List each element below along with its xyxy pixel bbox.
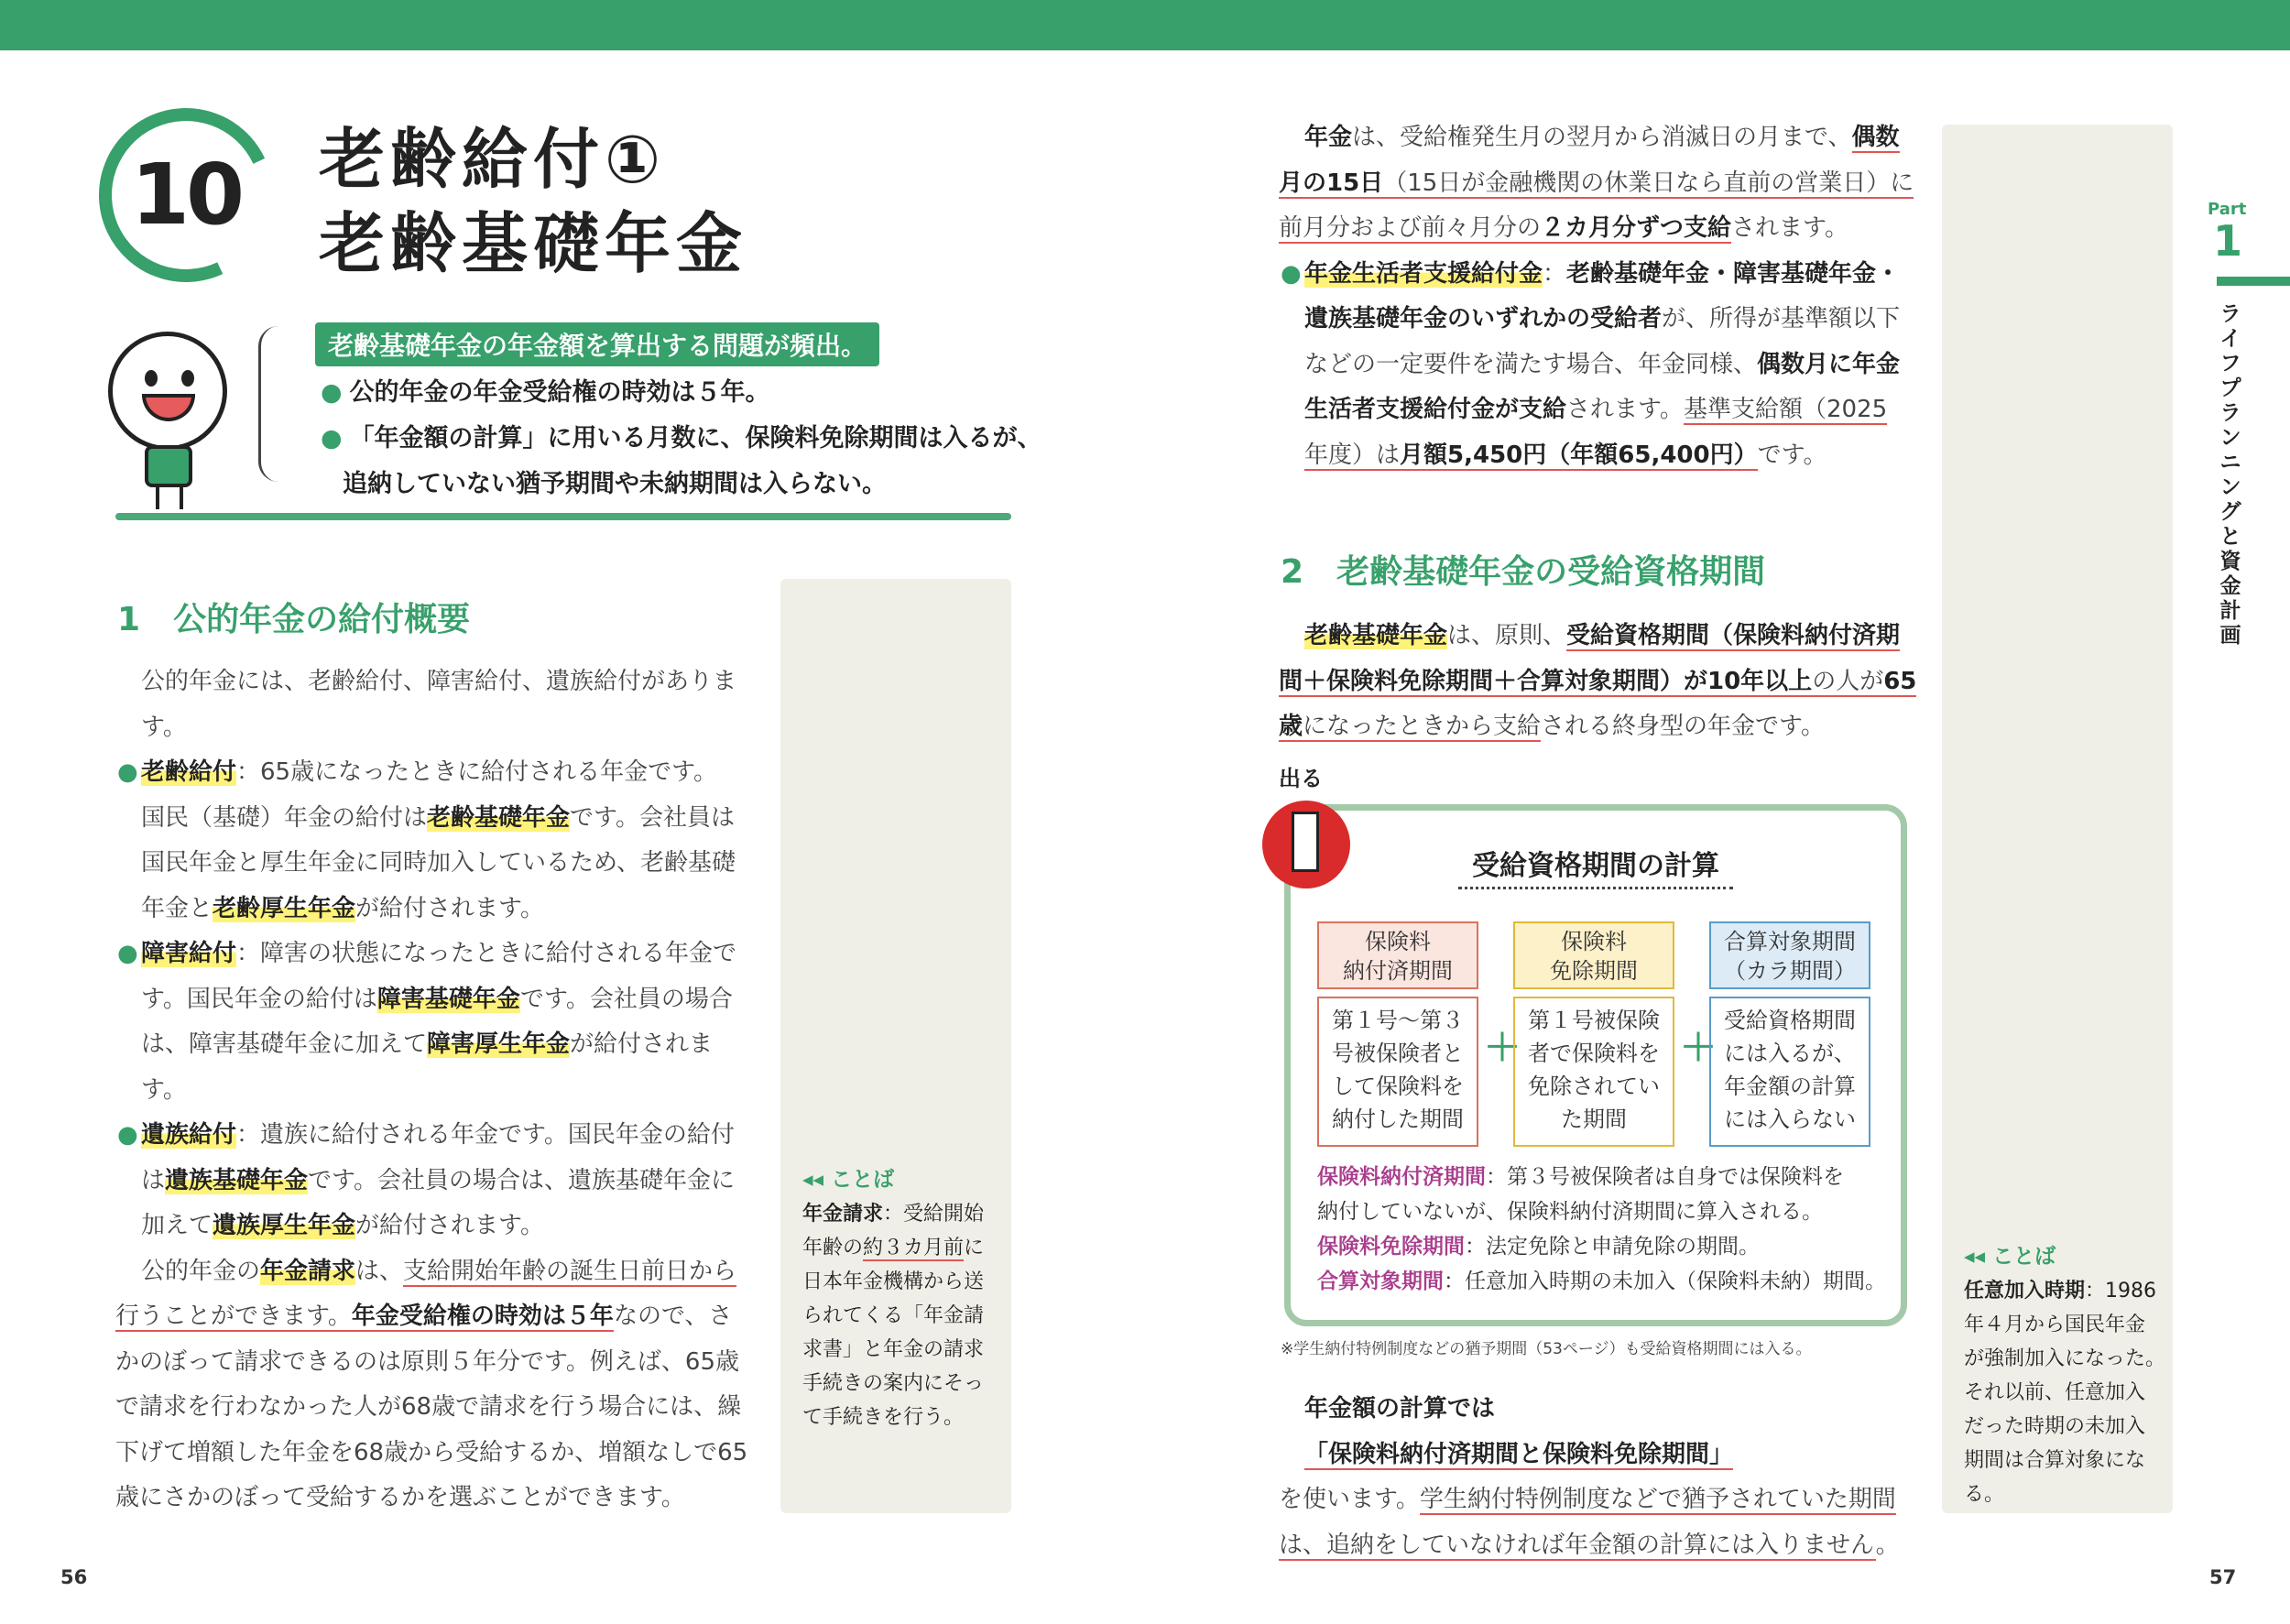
intro-tag: 老齢基礎年金の年金額を算出する問題が頻出。 — [315, 322, 879, 366]
kotoba-note-2: ◂◂ ことば 任意加入時期：1986 年４月から国民年金 が強制加入になった。 それ以前、任意加入 だった時期の未加入 期間は合算対象にな る。 — [1964, 1245, 2166, 1506]
mascot-body-icon — [145, 445, 192, 487]
section2-body: 老齢基礎年金は、原則、受給資格期間（保険料納付済期 間＋保険料免除期間＋合算対象期間）が10年以上の人が65 歳になったときから支給される終身型の年金です。 — [1279, 622, 1917, 740]
header-divider — [115, 513, 1011, 520]
box-karakikan-period: 合算対象期間 （カラ期間） 受給資格期間 には入るが、 年金額の計算 には入らない — [1709, 921, 1870, 1147]
mascot-leg-icon — [156, 485, 159, 509]
top-color-bar — [0, 0, 2290, 50]
kotoba-note-1: ◂◂ ことば 年金請求：受給開始 年齢の約３カ月前に 日本年金機構から送 られてくる「年金請 求書」と年金の請求 手続きの案内にそっ て手続きを行う。 — [802, 1168, 985, 1429]
plus-icon: ＋ — [1680, 1027, 1717, 1069]
chapter-title: 老齢給付① 老齢基礎年金 — [319, 121, 748, 282]
page-number-left: 56 — [60, 1566, 88, 1588]
brace-icon — [258, 326, 283, 482]
mascot-leg-icon — [180, 485, 183, 509]
section2-title: 2 老齢基礎年金の受給資格期間 — [1281, 553, 1766, 591]
plus-icon: ＋ — [1484, 1027, 1521, 1069]
mascot-eye-icon — [181, 370, 194, 387]
box-paid-period: 保険料 納付済期間 第１号～第３ 号被保険者と して保険料を 納付した期間 — [1317, 921, 1478, 1147]
diagram-footnote: ※学生納付特例制度などの猶予期間（53ページ）も受給資格期間には入る。 — [1281, 1340, 1812, 1358]
diagram-title: 受給資格期間の計算 — [1472, 850, 1719, 882]
part-title-vertical: ラ イ フ プ ラ ン ニ ン グ と 資 金 計 画 — [2219, 302, 2241, 648]
part-label: Part — [2208, 200, 2247, 219]
chapter-number: 10 — [130, 146, 242, 244]
mascot-face-icon — [108, 332, 227, 451]
part-tab-bar — [2217, 277, 2290, 286]
diagram-title-wave — [1458, 883, 1733, 889]
right-top-body: 年金は、受給権発生月の翌月から消滅日の月まで、偶数 月の15日（15日が金融機関の休業日なら直前の営業日）に 前月分および前々月分の２カ月分ずつ支給されます。 ● 年金生活者支援給付金：老齢基礎年金・障害基礎年金・ 遺族基礎年金のいずれかの受給者が、所得が基準額以下 などの一定要件を満たす場合、年金同様、偶数月に年金 生活者支援給付金が支給されます。基準支給額（2025 年度）は月額5,450円（年額65,400円）です。 — [1279, 124, 1914, 469]
deru-badge-label: 出る — [1279, 766, 1323, 791]
box-exempt-period: 保険料 免除期間 第１号被保険 者で保険料を 免除されてい た期間 — [1513, 921, 1674, 1147]
section1-title: 1 公的年金の給付概要 — [117, 601, 471, 638]
section1-body: 公的年金には、老齢給付、障害給付、遺族給付があります。 ● 老齢給付：65歳になったときに給付される年金です。 国民（基礎）年金の給付は老齢基礎年金です。会社員は 国民年金と厚生年金に同時加入しているため、老齢基礎 年金と老齢厚生年金が給付されます。 ● 障害給付：障害の状態になったときに給付される年金で す。国民年金の給付は障害基礎年金です。会社員の場合 は、障害基礎年金に加えて障害厚生年金が給付されます。 ● 遺族給付：遺族に給付される年金です。国民年金の給付 は遺族基礎年金です。会社員の場合は、遺族基礎年金に 加えて遺族厚生年金が給付されます。 公的年金の年金請求は、支給開始年齢の誕生日前日から 行うことができます。年金受給権の時効は５年なので、さ かのぼって請求できるのは原則５年分です。例えば、65歳 で請求を行わなかった人が68歳で請求を行う場合には、繰 下げて増額した年金を68歳から受給するか、増額なしで65 歳にさかのぼって受給するかを選ぶことができます。 — [115, 668, 748, 1511]
page-number-right: 57 — [2209, 1566, 2237, 1588]
part-number: 1 — [2213, 216, 2243, 266]
calc-body: 年金額の計算では「保険料納付済期間と保険料免除期間」 を使います。学生納付特例制度などで猶予されていた期間 は、追納をしていなければ年金額の計算には入りません。 — [1279, 1395, 1900, 1559]
mascot-eye-icon — [145, 370, 158, 387]
diagram-notes: 保険料納付済期間：第３号被保険者は自身では保険料を 納付していないが、保険料納付済期間に算入される。 保険料免除期間：法定免除と申請免除の期間。 合算対象期間：任意加入時期の未加入（保険料未納）期間。 — [1317, 1165, 1886, 1293]
intro-points: ● 公的年金の年金受給権の時効は５年。 ● 「年金額の計算」に用いる月数に、保険料免除期間は入るが、 追納していない猶予期間や未納期間は入らない。 — [321, 378, 1042, 498]
